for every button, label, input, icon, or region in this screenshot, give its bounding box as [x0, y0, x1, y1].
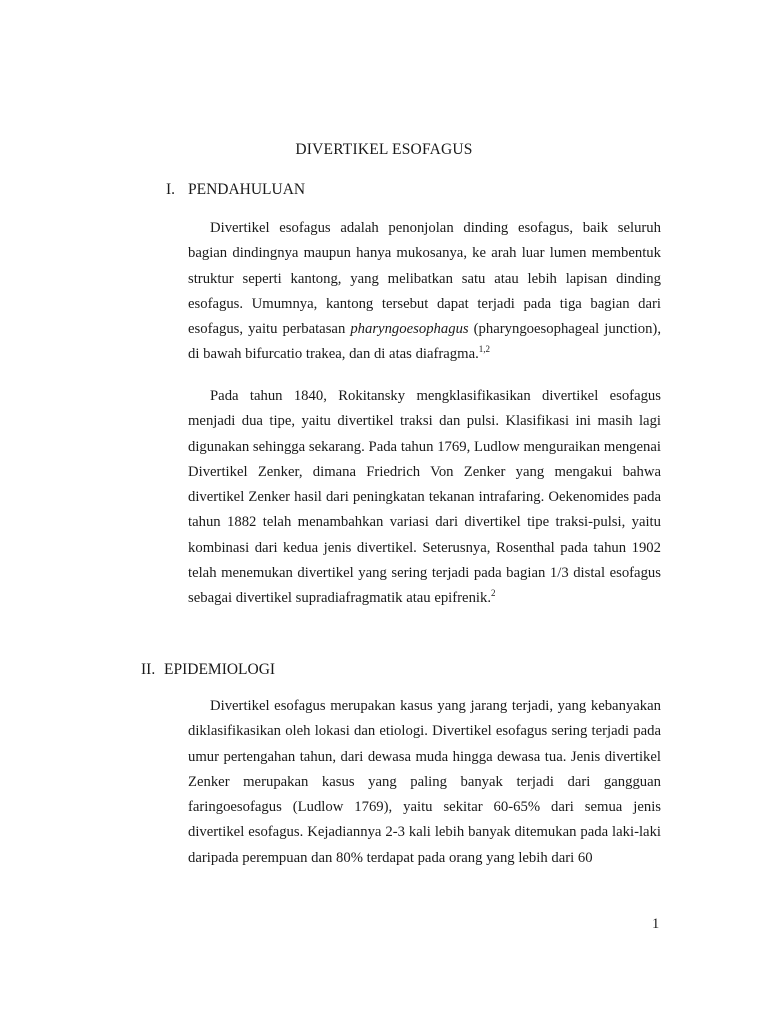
paragraph-epidemiologi-1: [188, 694, 661, 871]
section-heading-epidemiologi: [141, 661, 276, 679]
paragraph-text-continued: (pharyngoesophageal junction), di bawah bifurcatio trakea, dan di atas diafragma.: [188, 321, 661, 363]
document-title: DIVERTIKEL ESOFAGUS: [295, 141, 473, 158]
citation-superscript: 2: [491, 588, 496, 599]
page-number: 1: [652, 916, 660, 932]
citation-superscript: 1,2: [478, 344, 491, 355]
section-title: EPIDEMIOLOGI: [164, 661, 276, 678]
section-number: II.: [141, 661, 156, 678]
paragraph-text: Divertikel esofagus adalah penonjolan dinding esofagus, baik seluruh bagian dindingnya maupun hanya mukosanya, ke arah luar lumen membentuk struktur seperti kantong, yang melibatkan satu atau lebih lapisan dinding esofagus. Umumnya, kantong tersebut dapat terjadi pada tiga bagian dari esofagus, yaitu perbatasan: [188, 220, 661, 338]
section-heading-pendahuluan: [166, 181, 306, 199]
paragraph-pendahuluan-2: [188, 384, 661, 612]
section-title: PENDAHULUAN: [188, 181, 306, 198]
paragraph-pendahuluan-1: [188, 216, 661, 368]
italic-term: pharyngoesophagus: [350, 321, 469, 338]
paragraph-text: Divertikel esofagus merupakan kasus yang jarang terjadi, yang kebanyakan diklasifikasikan oleh lokasi dan etiologi. Divertikel esofagus sering terjadi pada umur pertengahan tahun, dari dewasa muda hingga dewasa tua. Jenis divertikel Zenker merupakan kasus yang paling banyak terjadi dari gangguan faringoesofagus (Ludlow 1769), yaitu sekitar 60-65% dari semua jenis divertikel esofagus. Kejadiannya 2-3 kali lebih banyak ditemukan pada laki-laki daripada perempuan dan 80% terdapat pada orang yang lebih dari 60: [188, 698, 661, 866]
section-number: I.: [166, 181, 176, 198]
paragraph-text: Pada tahun 1840, Rokitansky mengklasifikasikan divertikel esofagus menjadi dua tipe, yaitu divertikel traksi dan pulsi. Klasifikasi ini masih lagi digunakan sehingga sekarang. Pada tahun 1769, Ludlow menguraikan mengenai Divertikel Zenker, dimana Friedrich Von Zenker yang mengakui bahwa divertikel Zenker hasil dari peningkatan tekanan intrafaring. Oekenomides pada tahun 1882 telah menambahkan variasi dari divertikel tipe traksi-pulsi, yaitu kombinasi dari kedua jenis divertikel. Seterusnya, Rosenthal pada tahun 1902 telah menemukan divertikel yang sering terjadi pada bagian 1/3 distal esofagus sebagai divertikel supradiafragmatik atau epifrenik.: [188, 388, 661, 607]
